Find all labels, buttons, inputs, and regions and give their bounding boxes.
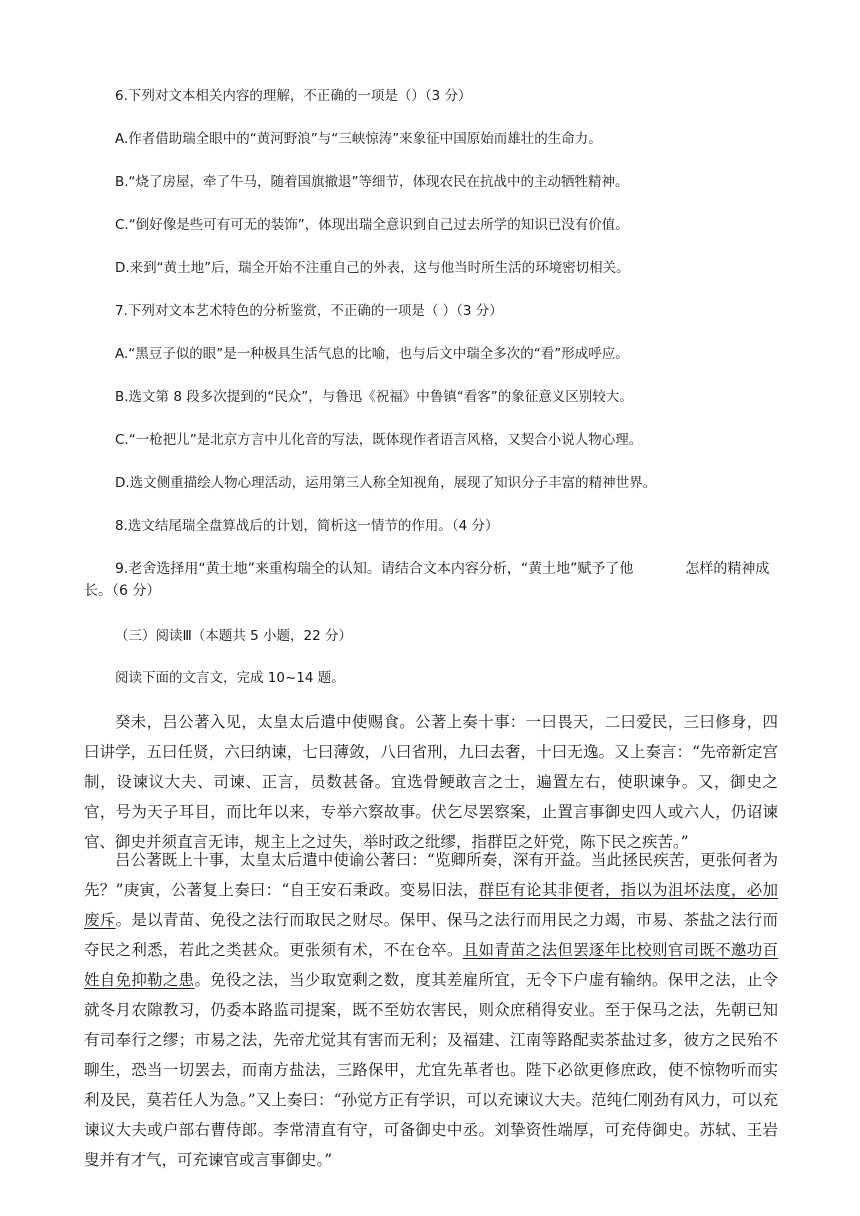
q9-gap-text: 怎样: [685, 561, 714, 577]
q7-stem: 7.下列对文本艺术特色的分析鉴赏，不正确的一项是（ ）（3 分）: [115, 303, 503, 319]
passage-paragraph-2: [84, 845, 778, 1175]
p2-text-c: 。免役之法，当少取宽剩之数，度其差雇所宜，无令下户虚有输纳。保甲之法，止令就冬月农隙教习，仍委本路监司提案，既不至妨农害民，则众庶稍得安业。至于保马之法，先朝已知有司奉行之缪；市易之法，先帝尤觉其有害而无利；及福建、江南等路配卖茶盐过多，彼方之民殆不聊生，恐当一切罢去，而南方盐法，三路保甲，尤宜先革者也。陛下必欲更修庶政，使不惊物听而实利及民，莫若任人为急。”又上奏曰：“孙觉方正有学识，可以充谏议大夫。范纯仁刚劲有风力，可以充谏议大夫或户部右曹侍郎。李常清直有守，可备御史中丞。刘挚资性端厚，可充侍御史。苏轼、王岩叟并有才气，可充谏官或言事御史。”: [84, 971, 778, 1169]
q8-stem: 8.选文结尾瑞全盘算战后的计划，简析这一情节的作用。（4 分）: [115, 518, 499, 534]
q7-option-c: C.“一枪把儿”是北京方言中儿化音的写法，既体现作者语言风格，又契合小说人物心理。: [115, 432, 643, 448]
q6-option-d: D.来到“黄土地”后，瑞全开始不注重自己的外表，这与他当时所生活的环境密切相关。: [115, 260, 630, 276]
p2-underlined-1: 群臣有论其非便者，指以为沮坏法度，必加废斥: [84, 881, 778, 929]
q9-stem: [84, 558, 778, 602]
section-heading: （三）阅读Ⅲ（本题共 5 小题，22 分）: [115, 628, 352, 644]
q6-stem: 6.下列对文本相关内容的理解，不正确的一项是（）（3 分）: [115, 88, 472, 104]
q9-part2: 的精神成长。（6 分）: [84, 561, 770, 599]
section-instruction: 阅读下面的文言文，完成 10~14 题。: [115, 670, 345, 686]
passage-paragraph-1: 癸未，吕公著入见，太皇太后遣中使赐食。公著上奏十事：一曰畏天，二曰爱民，三曰修身，四曰讲学，五曰任贤，六曰纳谏，七曰薄敛，八曰省刑，九曰去奢，十曰无逸。又上奏言：“先帝新定宫制，设谏议大夫、司谏、正言，员数甚备。宜选骨鲠敢言之士，遍置左右，使职谏争。又，御史之官，号为天子耳目，而比年以来，专举六察故事。伏乞尽罢察案，止置言事御史四人或六人，仍诏谏官、御史并须直言无讳，规主上之过失，举时政之纰缪，指群臣之奸党，陈下民之疾苦。”: [84, 713, 778, 851]
q6-option-c: C.“倒好像是些可有可无的装饰”，体现出瑞全意识到自己过去所学的知识已没有价值。: [115, 217, 629, 233]
q7-option-b: B.选文第 8 段多次提到的“民众”，与鲁迅《祝福》中鲁镇“看客”的象征意义区别较大。: [115, 389, 633, 405]
p2-underlined-2: 且如青苗之法但罢逐年比校则官司既不邀功百姓自免抑勒之患: [84, 941, 778, 989]
p2-text-b: 。是以青苗、免役之法行而取民之财尽。保甲、保马之法行而用民之力竭，市易、茶盐之法行而夺民之利悉，若此之类甚众。更张须有术，不在仓卒。: [84, 911, 778, 959]
p2-text-a: 吕公著既上十事，太皇太后遣中使谕公著曰：“览卿所奏，深有开益。当此拯民疾苦，更张何者为先？”庚寅，公著复上奏曰：“自王安石秉政。变易旧法，: [84, 851, 778, 899]
q7-option-a: A.“黑豆子似的眼”是一种极具生活气息的比喻，也与后文中瑞全多次的“看”形成呼应。: [115, 346, 629, 362]
q6-option-a: A.作者借助瑞全眼中的“黄河野浪”与“三峡惊涛”来象征中国原始而雄壮的生命力。: [115, 131, 602, 147]
q6-option-b: B.“烧了房屋，牵了牛马，随着国旗撤退”等细节，体现农民在抗战中的主动牺牲精神。: [115, 174, 629, 190]
q7-option-d: D.选文侧重描绘人物心理活动，运用第三人称全知视角，展现了知识分子丰富的精神世界。: [115, 475, 657, 491]
q9-part1: 9.老舍选择用“黄土地”来重构瑞全的认知。请结合文本内容分析，“黄土地”赋予了他: [115, 561, 634, 577]
